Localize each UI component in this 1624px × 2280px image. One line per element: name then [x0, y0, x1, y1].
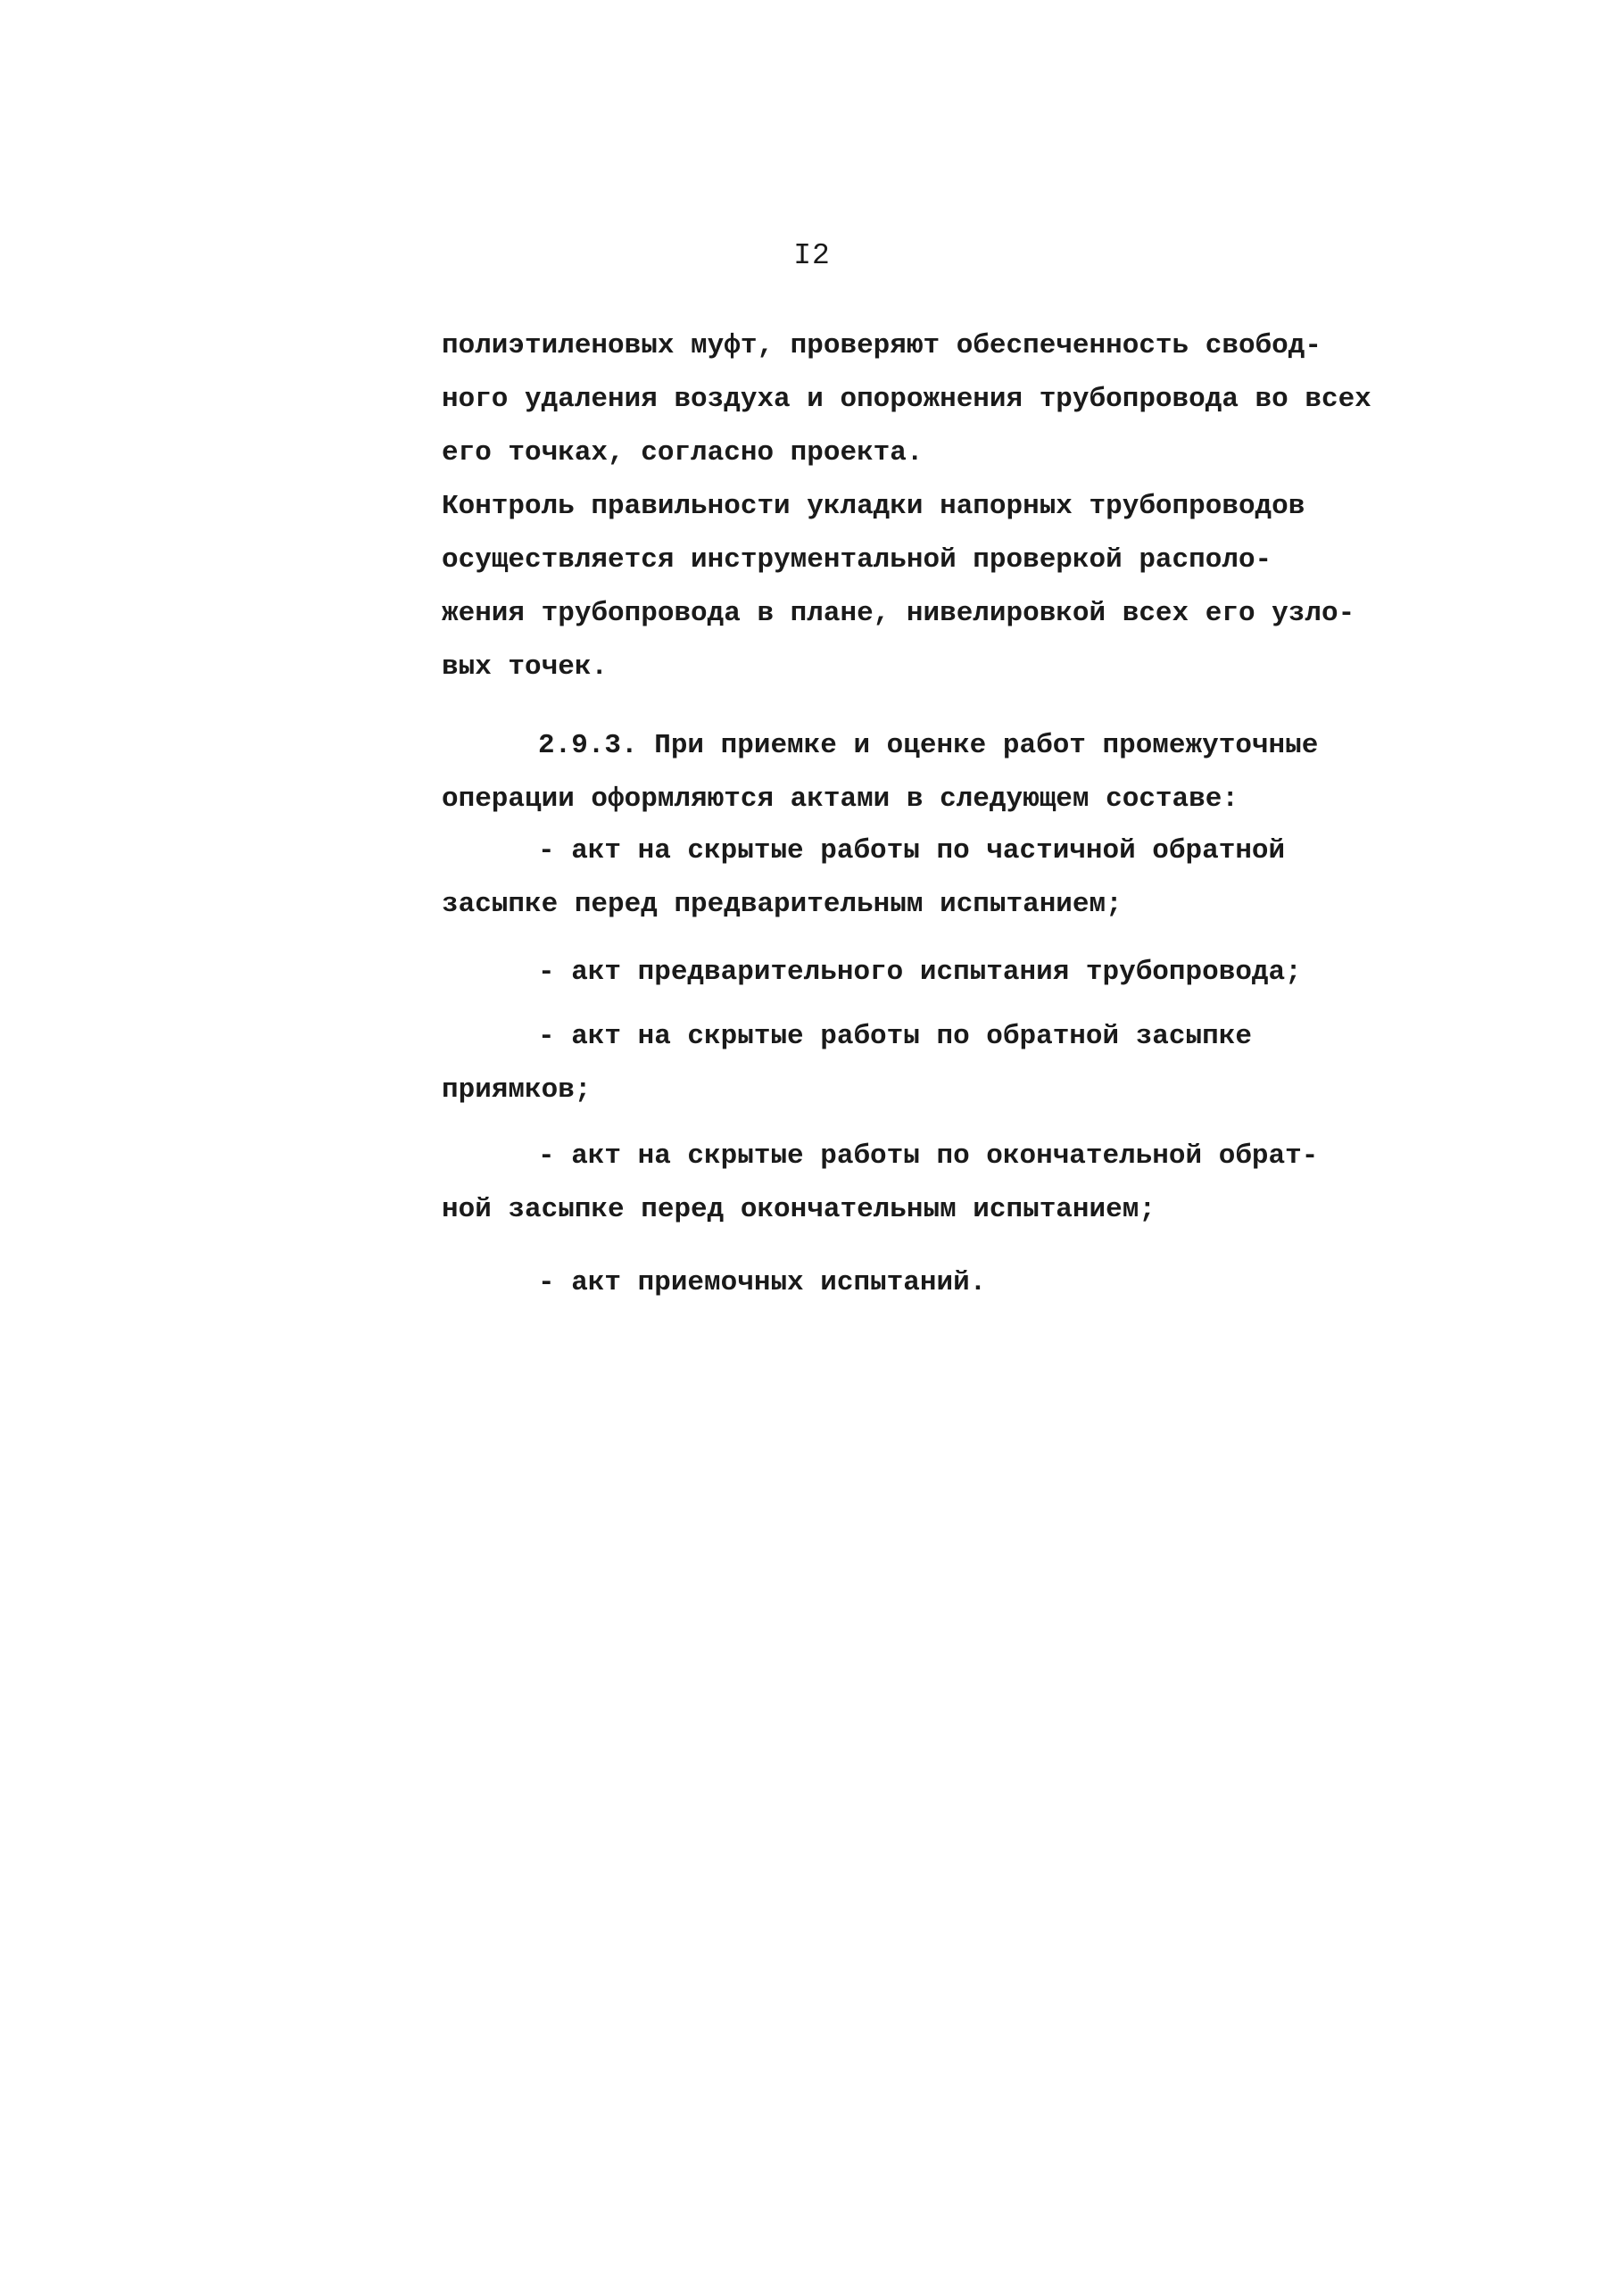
paragraph1-line-1: полиэтиленовых муфт, проверяют обеспеченность свобод-	[442, 330, 1322, 361]
paragraph2-line-1: Контроль правильности укладки напорных трубопроводов	[442, 491, 1305, 522]
paragraph1-line-3: его точках, согласно проекта.	[442, 437, 924, 468]
paragraph2-line-2: осуществляется инструментальной проверкой располо-	[442, 544, 1272, 576]
page-number: I2	[793, 239, 831, 272]
section-293-line-2: операции оформляются актами в следующем составе:	[442, 783, 1239, 815]
act-4-line-1: - акт на скрытые работы по окончательной обрат-	[538, 1140, 1319, 1172]
act-3-line-1: - акт на скрытые работы по обратной засыпке	[538, 1021, 1252, 1052]
act-5-line-1: - акт приемочных испытаний.	[538, 1267, 987, 1298]
act-1-line-2: засыпке перед предварительным испытанием;	[442, 889, 1123, 920]
act-2-line-1: - акт предварительного испытания трубопровода;	[538, 957, 1302, 988]
paragraph2-line-4: вых точек.	[442, 651, 609, 683]
act-3-line-2: приямков;	[442, 1074, 592, 1106]
section-293-line-1: 2.9.3. При приемке и оценке работ промежуточные	[538, 730, 1319, 761]
paragraph2-line-3: жения трубопровода в плане, нивелировкой всех его узло-	[442, 598, 1355, 629]
act-1-line-1: - акт на скрытые работы по частичной обратной	[538, 835, 1286, 866]
paragraph1-line-2: ного удаления воздуха и опорожнения трубопровода во всех	[442, 384, 1371, 415]
act-4-line-2: ной засыпке перед окончательным испытанием;	[442, 1194, 1156, 1225]
